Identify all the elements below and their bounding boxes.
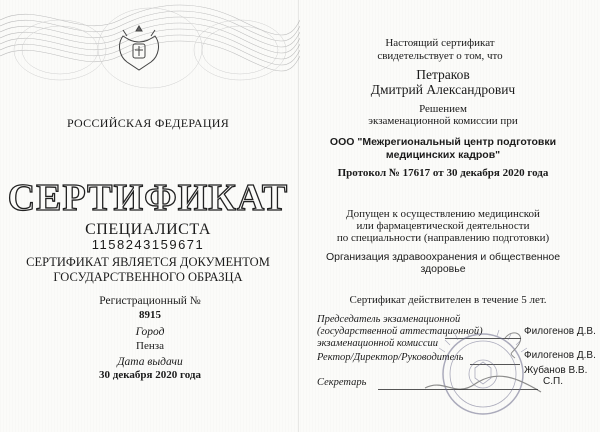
country-name: РОССИЙСКАЯ ФЕДЕРАЦИЯ	[66, 116, 230, 130]
intro-line-1: Настоящий сертификат	[385, 37, 495, 49]
chair-title-line-1: Председатель экзаменационной	[317, 314, 461, 325]
issue-date-label: Дата выдачи	[117, 356, 183, 368]
city-label: Город	[135, 326, 165, 338]
specialty-line-2: здоровье	[420, 263, 466, 275]
holder-given-names: Дмитрий Александрович	[370, 82, 516, 97]
specialty-line-1: Организация здравоохранения и общественное	[325, 251, 561, 263]
protocol-line: Протокол № 17617 от 30 декабря 2020 года	[337, 167, 549, 179]
admission-line-1: Допущен к осуществлению медицинской	[346, 208, 540, 220]
member-name: Жубанов В.В.	[524, 365, 588, 376]
city-value: Пенза	[136, 340, 164, 352]
organization-line-2: медицинских кадров"	[385, 149, 501, 161]
chair-title-line-2: (государственной аттестационной)	[317, 326, 483, 337]
intro-line-2: свидетельствует о том, что	[377, 50, 503, 62]
certificate-number: 1158243159671	[91, 237, 205, 252]
rector-name: Филогенов Д.В.	[524, 350, 596, 361]
issue-date-value: 30 декабря 2020 года	[99, 369, 201, 381]
certificate-subtitle: СПЕЦИАЛИСТА	[85, 221, 211, 238]
state-status-line-1: СЕРТИФИКАТ ЯВЛЯЕТСЯ ДОКУМЕНТОМ	[26, 255, 270, 269]
official-seal-stamp	[415, 318, 551, 416]
certificate-title: СЕРТИФИКАТ	[7, 177, 289, 219]
admission-line-3: по специальности (направлению подготовки)	[336, 232, 550, 244]
coat-of-arms-emblem	[115, 22, 163, 74]
chair-name: Филогенов Д.В.	[524, 326, 596, 337]
admission-line-2: или фармацевтической деятельности	[356, 220, 530, 232]
registration-number: 8915	[139, 309, 161, 321]
state-status-line-2: ГОСУДАРСТВЕННОГО ОБРАЗЦА	[53, 270, 243, 284]
organization-line-1: ООО "Межрегиональный центр подготовки	[329, 136, 557, 148]
secretary-initials: С.П.	[543, 376, 563, 387]
secretary-title: Секретарь	[317, 377, 367, 388]
decision-line-1: Решением	[419, 103, 467, 115]
decision-line-2: экзаменационной комиссии при	[368, 115, 518, 127]
holder-surname: Петраков	[416, 67, 470, 82]
validity-statement: Сертификат действителен в течение 5 лет.	[349, 294, 547, 306]
chair-title-line-3: экзаменационной комиссии	[317, 338, 438, 349]
registration-label: Регистрационный №	[99, 295, 201, 307]
rector-title: Ректор/Директор/Руководитель	[317, 352, 464, 363]
